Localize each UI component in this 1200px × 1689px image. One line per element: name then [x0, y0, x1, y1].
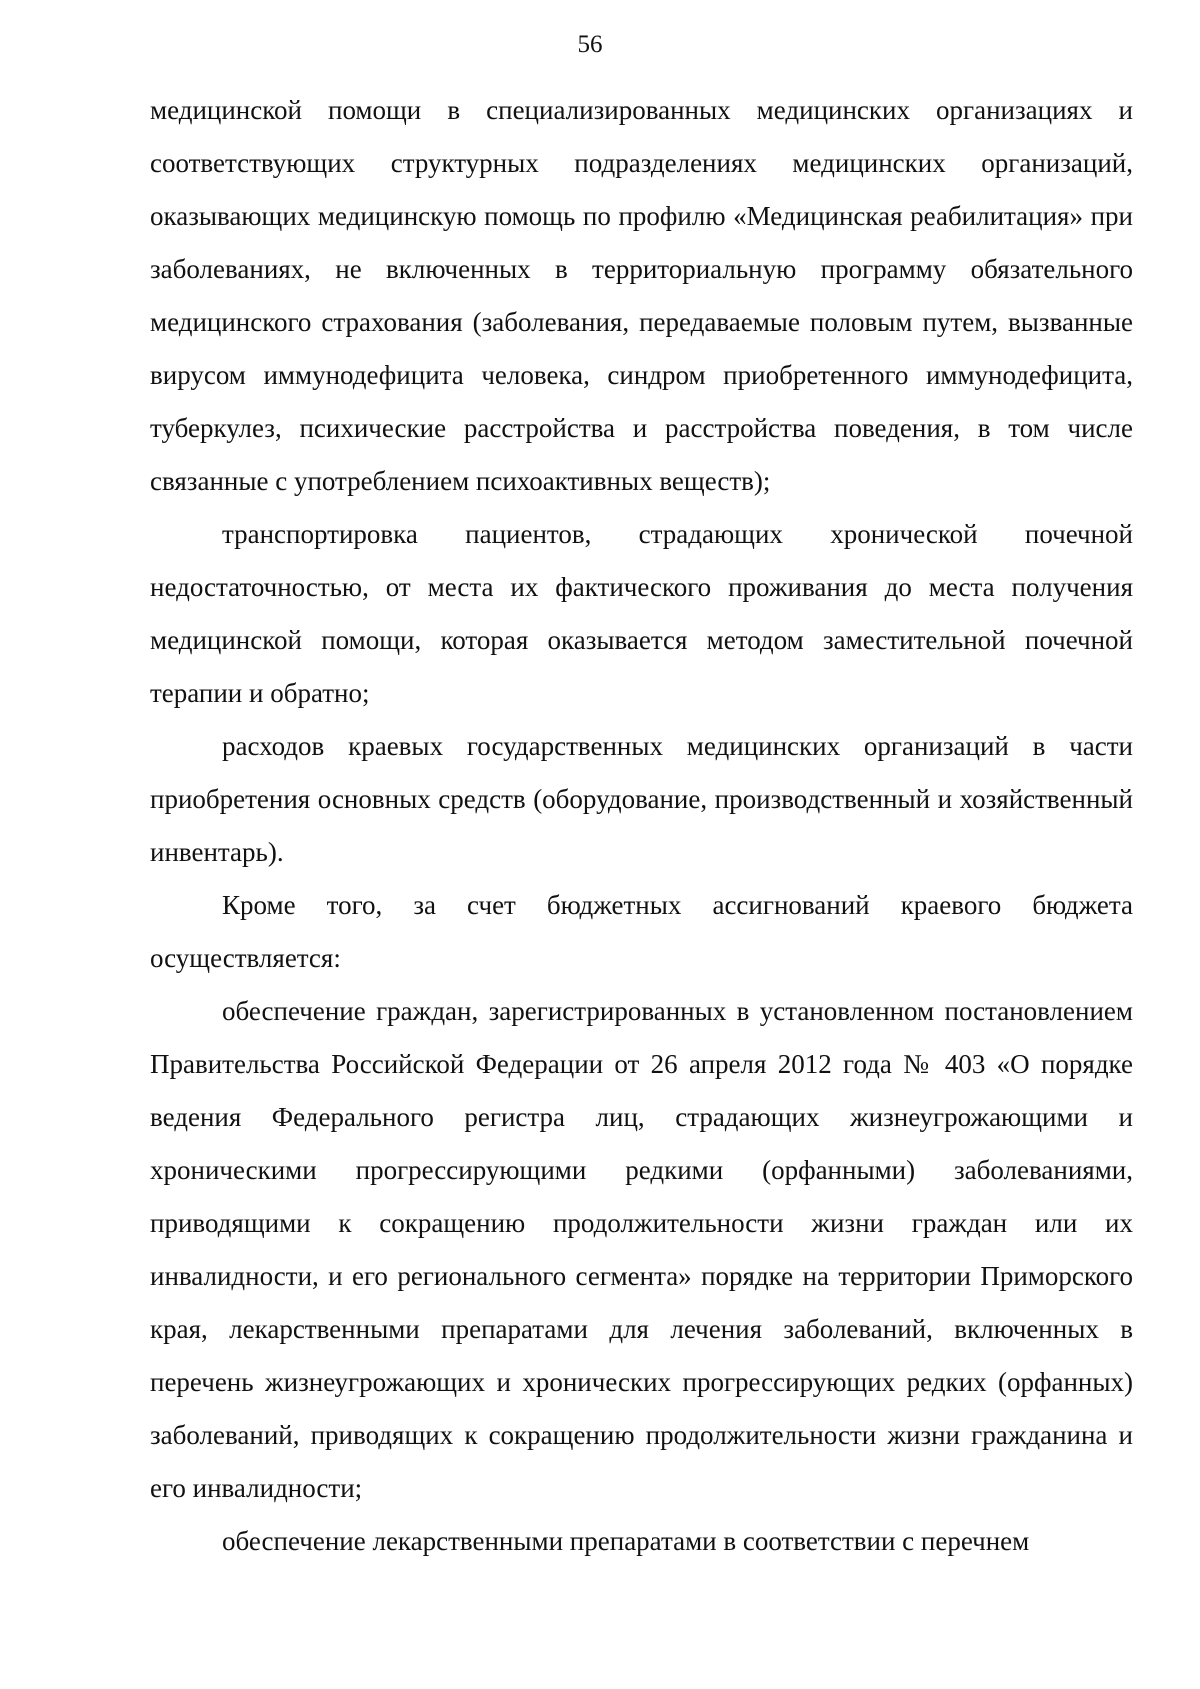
- paragraph-regional-budget-intro: Кроме того, за счет бюджетных ассигнований краевого бюджета осуществляется:: [150, 890, 1133, 973]
- paragraph-patient-transport: транспортировка пациентов, страдающих хронической почечной недостаточностью, от места их фактического проживания до места получения медицинской помощи, которая оказывается методом заместительной почечной терапии и обратно;: [150, 519, 1133, 708]
- paragraph-orphan-diseases-drugs: обеспечение граждан, зарегистрированных в установленном постановлением Правительства Российской Федерации от 26 апреля 2012 года № 403 «О порядке ведения Федерального регистра лиц, страдающих жизнеугрожающими и хроническими прогрессирующими редкими (орфанными) заболеваниями, приводящими к сокращению продолжительности жизни граждан или их инвалидности, и его регионального сегмента» порядке на территории Приморского края, лекарственными препаратами для лечения заболеваний, включенных в перечень жизнеугрожающих и хронических прогрессирующих редких (орфанных) заболеваний, приводящих к сокращению продолжительности жизни гражданина и его инвалидности;: [150, 996, 1133, 1503]
- paragraph-fixed-assets-expenses: расходов краевых государственных медицинских организаций в части приобретения основных средств (оборудование, производственный и хозяйственный инвентарь).: [150, 731, 1133, 867]
- paragraph-medical-rehabilitation-continued: медицинской помощи в специализированных медицинских организациях и соответствующих структурных подразделениях медицинских организаций, оказывающих медицинскую помощь по профилю «Медицинская реабилитация» при заболеваниях, не включенных в территориальную программу обязательного медицинского страхования (заболевания, передаваемые половым путем, вызванные вирусом иммунодефицита человека, синдром приобретенного иммунодефицита, туберкулез, психические расстройства и расстройства поведения, в том числе связанные с употреблением психоактивных веществ);: [150, 95, 1133, 496]
- page-number: 56: [577, 31, 603, 58]
- document-body: [150, 84, 1133, 1568]
- paragraph-drug-provision-list: обеспечение лекарственными препаратами в соответствии с перечнем: [222, 1526, 1030, 1556]
